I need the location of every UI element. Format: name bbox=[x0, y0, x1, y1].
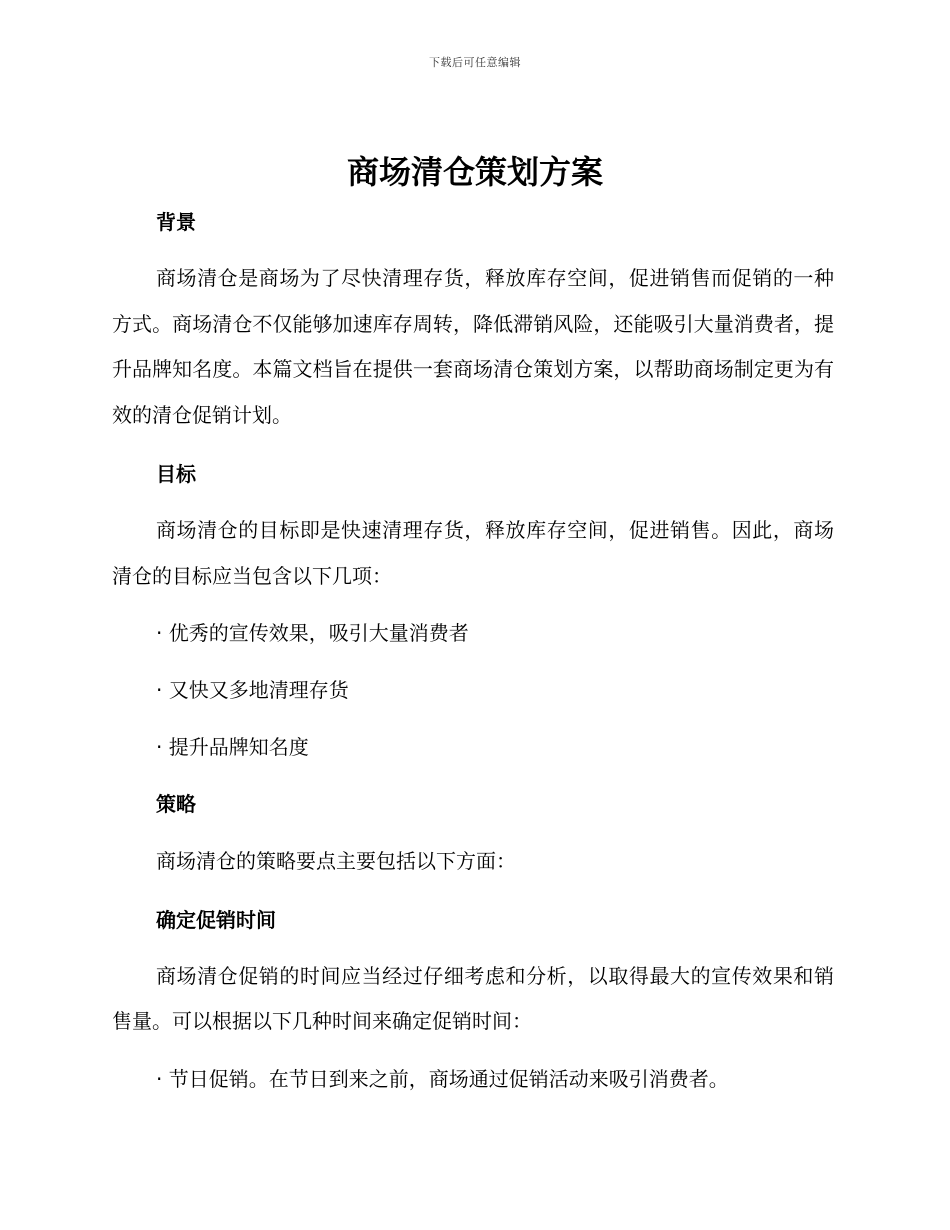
timing-paragraph: 商场清仓促销的时间应当经过仔细考虑和分析，以取得最大的宣传效果和销售量。可以根据以下几种时间来确定促销时间： bbox=[112, 963, 834, 1033]
section-heading-goals: 目标 bbox=[156, 462, 196, 486]
document-body bbox=[112, 200, 834, 1102]
background-paragraph: 商场清仓是商场为了尽快清理存货，释放库存空间，促进销售而促销的一种方式。商场清仓不仅能够加速库存周转，降低滞销风险，还能吸引大量消费者，提升品牌知名度。本篇文档旨在提供一套商场清仓策划方案，以帮助商场制定更为有效的清仓促销计划。 bbox=[112, 266, 834, 427]
goals-paragraph: 商场清仓的目标即是快速清理存货，释放库存空间，促进销售。因此，商场清仓的目标应当包含以下几项： bbox=[112, 518, 834, 588]
document-title: 商场清仓策划方案 bbox=[346, 153, 603, 191]
section-heading-strategy: 策略 bbox=[156, 792, 196, 816]
goals-list-item: · 优秀的宣传效果，吸引大量消费者 bbox=[156, 621, 469, 645]
strategy-paragraph: 商场清仓的策略要点主要包括以下方面： bbox=[156, 849, 516, 873]
section-heading-timing: 确定促销时间 bbox=[156, 907, 276, 932]
page-header-note: 下载后可任意编辑 bbox=[429, 56, 521, 69]
goals-list-item: · 又快又多地清理存货 bbox=[156, 678, 349, 702]
goals-list-item: · 提升品牌知名度 bbox=[156, 735, 309, 759]
section-heading-background: 背景 bbox=[156, 210, 196, 234]
timing-list-item: · 节日促销。在节日到来之前，商场通过促销活动来吸引消费者。 bbox=[156, 1066, 729, 1091]
